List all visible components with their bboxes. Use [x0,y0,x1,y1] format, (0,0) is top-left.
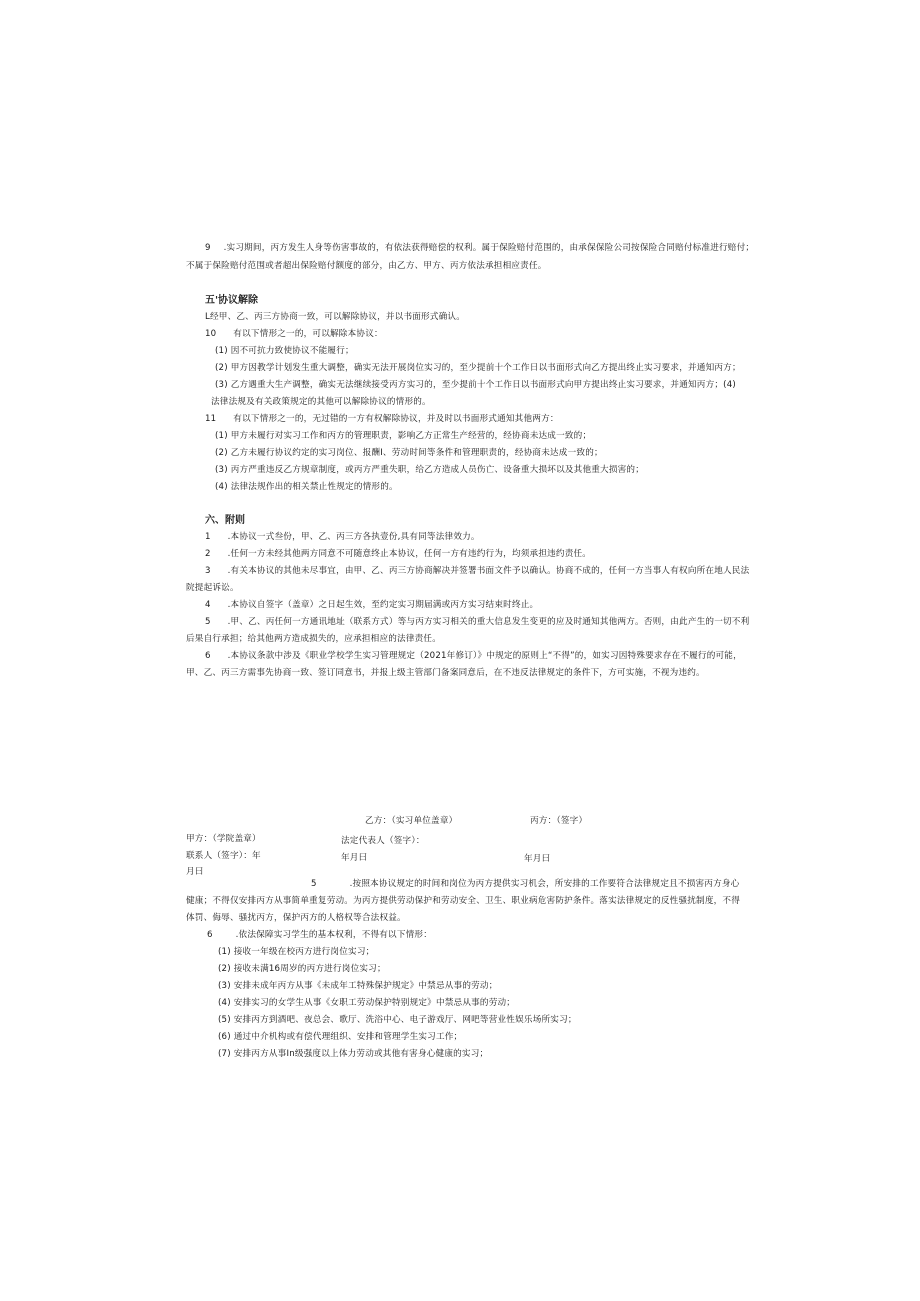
supplementary-item-1 [205,531,480,543]
obligation-6-item-3: (3) 安排未成年丙方从事《未成年工特殊保护规定》中禁忌从事的劳动； [218,981,498,991]
obligation-6-item-5: (5) 安排丙方到酒吧、夜总会、歌厅、洗浴中心、电子游戏厅、网吧等营业性娱乐场所实习； [218,1015,577,1025]
clause-10-item-2: (2) 甲方因教学计划发生重大调整，确实无法开展岗位实习的，至少提前十个工作日以书面形式向乙方提出终止实习要求，并通知丙方； [215,363,741,373]
party-a-signature-label: 甲方：（学院盖章） [186,834,261,844]
item-text: .本协议一式叁份，甲、乙、丙三方各执壹份,具有同等法律效力。 [227,532,480,542]
clause-11-item-1: (1) 甲方未履行对实习工作和丙方的管理职责，影响乙方正常生产经营的，经协商未达成一致的； [215,431,592,441]
clause-11 [205,413,559,425]
obligation-6-item-2: (2) 接收未满16周岁的丙方进行岗位实习； [218,964,386,974]
supplementary-item-4 [205,599,538,611]
clause-10-item-4: 法律法规及有关政策规定的其他可以解除协议的情形的。 [211,397,431,407]
clause-11-item-3: (3) 丙方严重违反乙方规章制度，或丙方严重失职，给乙方造成人员伤亡、设备重大损坏以及其他重大损害的； [215,465,645,475]
obligation-6-item-7: (7) 安排丙方从事In级强度以上体力劳动或其他有害身心健康的实习； [218,1049,489,1059]
clause-10-item-3: (3) 乙方遇重大生产调整，确实无法继续接受丙方实习的，至少提前十个工作日以书面形式向甲方提出终止实习要求，并通知丙方；(4) [215,380,736,390]
termination-intro: L经甲、乙、丙三方协商一致，可以解除协议，并以书面形式确认。 [205,312,466,322]
party-a-date-label: 月曰 [186,867,204,877]
clause-text: .实习期间，丙方发生人身等伤害事故的，有依法获得赔偿的权利。属于保险赔付范围的，由承保保险公司按保险合同赔付标准进行赔付； [223,243,755,253]
item-number: 2 [205,549,211,559]
item-number: 6 [205,651,211,661]
supplementary-item-3 [205,565,749,577]
clause-11-item-2: (2) 乙方未履行协议约定的实习岗位、报酬I、劳动时间等条件和管理职责的，经协商未达成一致的； [215,448,603,458]
item-text: .本协议自签字（盖章）之日起生效，至约定实习期届满或丙方实习结束时终止。 [227,600,539,610]
obligation-6 [207,929,432,941]
item-text: .甲、乙、丙任何一方通讯地址（联系方式）等与丙方实习相关的重大信息发生变更的应及时通知其他两方。否则，由此产生的一切不利 [227,617,750,627]
item-text: .任何一方未经其他两方同意不可随意终止本协议，任何一方有违约行为，均须承担违约责任。 [227,549,592,559]
clause-10 [205,328,383,340]
supplementary-item-3-cont: 院提起诉讼。 [186,583,239,593]
clause-9-line-1 [205,242,754,254]
item-text: .依法保障实习学生的基本权利，不得有以下情形： [235,930,433,940]
clause-11-item-4: (4) 法律法规作出的相关禁止性规定的情形的。 [215,482,398,492]
clause-9-line-2: 不属于保险赔付范围或者超出保险赔付额度的部分，由乙方、甲方、丙方依法承担相应责任。 [186,261,547,271]
clause-10-item-1: (1) 因不可抗力致使协议不能履行； [215,346,354,356]
item-number: 4 [205,600,211,610]
supplementary-item-5 [205,616,749,628]
item-text: .本协议条款中涉及《职业学校学生实习管理规定（2021年修订）》中规定的原则上“不得”的，如实习因特殊要求存在不履行的可能， [227,651,742,661]
supplementary-item-5-cont: 后果自行承担；给其他两方造成损失的，应承担相应的法律责任。 [186,634,442,644]
supplementary-item-2 [205,548,591,560]
obligation-5-cont-1: 健康；不得仅安排丙方从事简单重复劳动。为丙方提供劳动保护和劳动安全、卫生、职业病危害防护条件。落实法律规定的反性骚扰制度，不得 [186,896,741,906]
party-b-signature-label: 乙方：（实习单位盖章） [365,816,458,826]
section-title-termination: 五'协议解除 [205,295,259,306]
item-text: .有关本协议的其他未尽事宜，由甲、乙、丙三方协商解决并签署书面文件予以确认。协商不成的，任何一方当事人有权向所在地人民法 [227,566,750,576]
item-number: 3 [205,566,211,576]
clause-text: 有以下情形之一的，可以解除本协议： [233,329,383,339]
party-b-date-label: 年月曰 [341,853,368,863]
party-c-date-label: 年月曰 [524,854,551,864]
obligation-5 [311,878,739,890]
item-number: 5 [311,879,317,889]
obligation-6-item-4: (4) 安排实习的女学生从事《女职工劳动保护特别规定》中禁忌从事的劳动； [218,998,516,1008]
supplementary-item-6 [205,650,742,662]
section-title-supplementary: 六、附则 [205,515,245,526]
party-c-signature-label: 丙方：（签字） [530,816,588,826]
clause-number: 9 [205,243,211,253]
legal-representative-label: 法定代表人（签字）： [341,836,425,846]
obligation-5-cont-2: 体罚、侮辱、骚扰丙方，保护丙方的人格权等合法权益。 [186,913,406,923]
obligation-6-item-1: (1) 接收一年级在校丙方进行岗位实习； [218,947,375,957]
clause-number: 10 [205,329,217,339]
clause-text: 有以下情形之一的，无过错的一方有权解除协议，并及时以书面形式通知其他两方： [233,414,559,424]
obligation-6-item-6: (6) 通过中介机构或有偿代理组织、安排和管理学生实习工作； [218,1032,463,1042]
item-number: 1 [205,532,211,542]
clause-number: 11 [205,414,217,424]
supplementary-item-6-cont: 甲、乙、丙三方需事先协商一致、签订同意书，并报上级主管部门备案同意后，在不违反法律规定的条件下，方可实施，不视为违约。 [186,668,705,678]
item-number: 6 [207,930,213,940]
item-number: 5 [205,617,211,627]
item-text: .按照本协议规定的时间和岗位为丙方提供实习机会，所安排的工作要符合法律规定且不损害丙方身心 [349,879,740,889]
contact-person-label: 联系人（签字）：年 [186,851,261,861]
